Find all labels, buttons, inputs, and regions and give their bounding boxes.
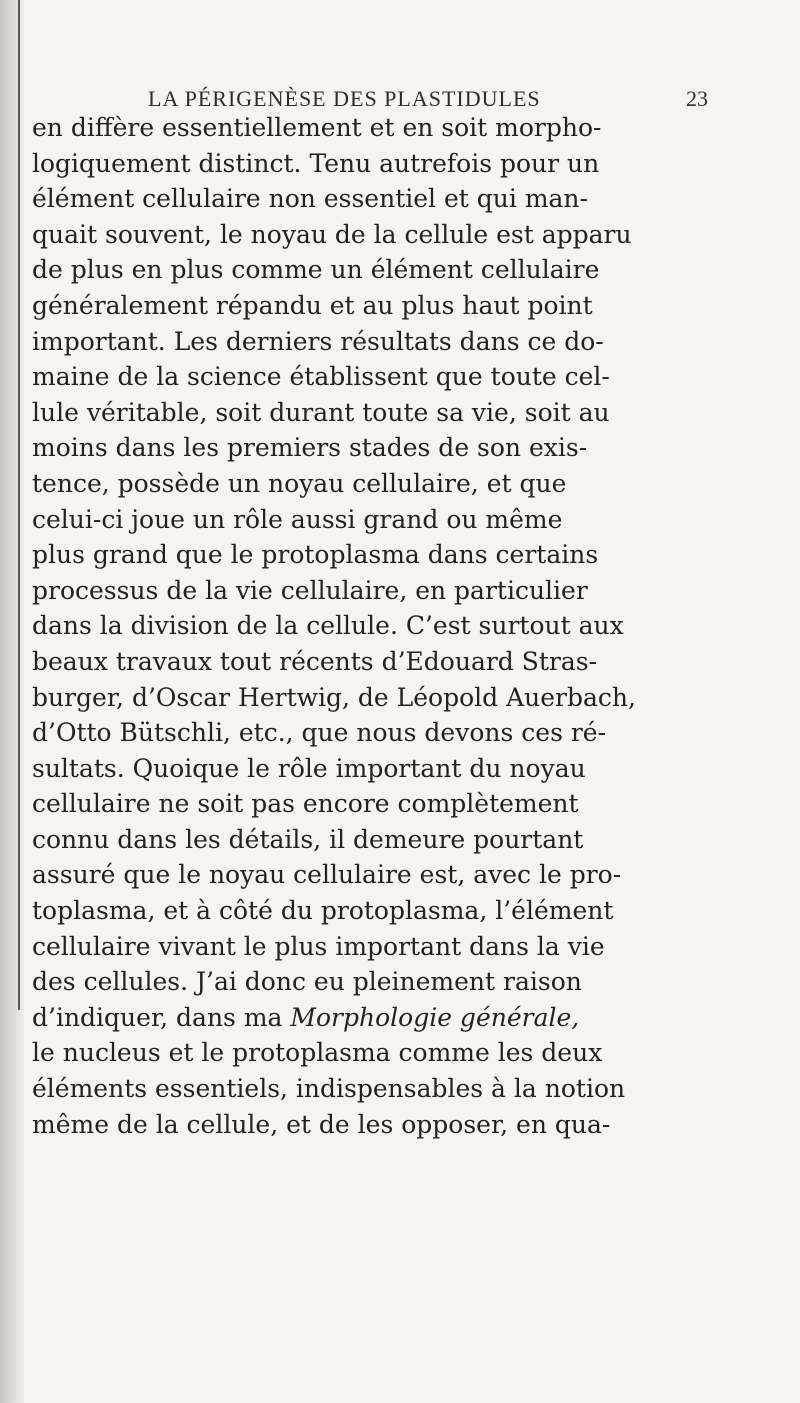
text-line: dans la division de la cellule. C’est surtout aux [32, 611, 624, 641]
text-fragment: d’indiquer, dans ma [32, 1002, 291, 1032]
text-line: moins dans les premiers stades de son exis- [32, 433, 588, 463]
body-text [32, 110, 748, 1142]
text-line: logiquement distinct. Tenu autrefois pour un [32, 148, 600, 178]
book-title-italic: Morphologie générale, [290, 1002, 580, 1032]
text-line: éléments essentiels, indispensables à la notion [32, 1074, 626, 1104]
text-line: important. Les derniers résultats dans ce do- [32, 326, 604, 356]
book-spine-edge [18, 0, 20, 1010]
text-line: connu dans les détails, il demeure pourtant [32, 824, 584, 854]
text-line: élément cellulaire non essentiel et qui man- [32, 184, 588, 214]
page-number: 23 [686, 86, 708, 111]
book-spine-shadow [0, 0, 24, 1403]
text-line: quait souvent, le noyau de la cellule est apparu [32, 219, 632, 249]
text-line: assuré que le noyau cellulaire est, avec le pro- [32, 860, 622, 890]
text-line: burger, d’Oscar Hertwig, de Léopold Auerbach, [32, 682, 636, 712]
text-line: cellulaire vivant le plus important dans la vie [32, 931, 605, 961]
text-line: en diffère essentiellement et en soit morpho- [32, 113, 602, 142]
text-line: plus grand que le protoplasma dans certains [32, 540, 599, 570]
text-line: d’Otto Bütschli, etc., que nous devons ces ré- [32, 718, 607, 748]
text-line: celui-ci joue un rôle aussi grand ou même [32, 504, 563, 534]
text-line: beaux travaux tout récents d’Edouard Stras- [32, 646, 598, 676]
running-title: LA PÉRIGENÈSE DES PLASTIDULES [148, 86, 541, 111]
text-line: cellulaire ne soit pas encore complètement [32, 789, 579, 819]
text-line: même de la cellule, et de les opposer, en qua- [32, 1109, 611, 1139]
text-line: des cellules. J’ai donc eu pleinement raison [32, 967, 582, 997]
text-line: lule véritable, soit durant toute sa vie, soit au [32, 397, 610, 427]
text-line: sultats. Quoique le rôle important du noyau [32, 753, 586, 783]
text-line: toplasma, et à côté du protoplasma, l’élément [32, 896, 614, 926]
text-line: maine de la science établissent que toute cel- [32, 362, 610, 392]
text-line: de plus en plus comme un élément cellulaire [32, 255, 600, 285]
text-line: généralement répandu et au plus haut point [32, 290, 593, 320]
text-line: processus de la vie cellulaire, en particulier [32, 575, 588, 605]
text-line: le nucleus et le protoplasma comme les deux [32, 1038, 603, 1068]
text-line: tence, possède un noyau cellulaire, et que [32, 468, 567, 498]
text-line [32, 1000, 748, 1036]
